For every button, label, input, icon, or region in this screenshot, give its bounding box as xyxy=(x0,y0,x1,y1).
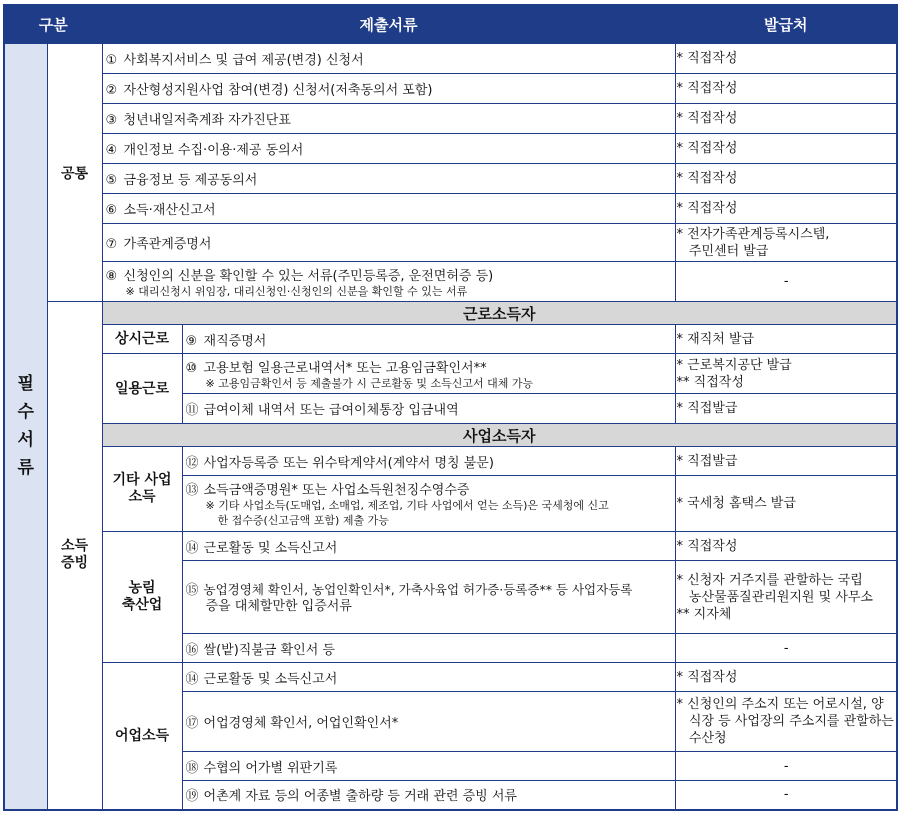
doc-cell: ⑮ 농업경영체 확인서, 농업인확인서*, 가축사육업 허가증·등록증** 등 사업자등록 증을 대체할만한 입증서류 xyxy=(182,561,675,634)
header-issuer: 발급처 xyxy=(675,5,897,44)
table-row xyxy=(4,224,897,262)
fishing-label: 어업소득 xyxy=(102,663,182,810)
doc-cell: ④ 개인정보 수집·이용·제공 동의서 xyxy=(102,134,675,164)
issuer-cell: * 전자가족관계등록시스템, 주민센터 발급 xyxy=(675,224,897,262)
issuer-cell: * 재직처 발급 xyxy=(675,325,897,354)
issuer-cell: * 직접작성 xyxy=(675,194,897,224)
table-row xyxy=(4,532,897,561)
issuer-cell: - xyxy=(675,752,897,781)
issuer-cell: - xyxy=(675,634,897,663)
doc-cell: ⑨ 재직증명서 xyxy=(182,325,675,354)
issuer-cell: * 직접발급 xyxy=(675,447,897,476)
issuer-cell: * 국세청 홈택스 발급 xyxy=(675,476,897,532)
doc-cell: ⑱ 수협의 어가별 위판기록 xyxy=(182,752,675,781)
regular-work-label: 상시근로 xyxy=(102,325,182,354)
table-header-row xyxy=(4,5,897,44)
issuer-cell: * 직접작성 xyxy=(675,164,897,194)
table-row xyxy=(4,663,897,692)
table-row xyxy=(4,164,897,194)
issuer-cell: * 신청인의 주소지 또는 어로시설, 양 식장 등 사업장의 주소지를 관할하는 수산청 xyxy=(675,692,897,752)
doc-cell: ⑭ 근로활동 및 소득신고서 xyxy=(182,663,675,692)
issuer-cell: * 직접작성 xyxy=(675,104,897,134)
table-row xyxy=(4,104,897,134)
doc-cell: ⑩ 고용보험 일용근로내역서* 또는 고용임금확인서** ※ 고용임금확인서 등 제출불가 시 근로활동 및 소득신고서 대체 가능 xyxy=(182,354,675,394)
doc-cell: ⑪ 급여이체 내역서 또는 급여이체통장 입금내역 xyxy=(182,394,675,424)
doc-cell: ① 사회복지서비스 및 급여 제공(변경) 신청서 xyxy=(102,44,675,74)
header-category: 구분 xyxy=(4,5,102,44)
issuer-cell: - xyxy=(675,262,897,302)
doc-cell: ⑭ 근로활동 및 소득신고서 xyxy=(182,532,675,561)
doc-cell: ⑬ 소득금액증명원* 또는 사업소득원천징수영수증 ※ 기타 사업소득(도매업, 소매업, 제조업, 기타 사업에서 얻는 소득)은 국세청에 신고 한 접수증(신고금액 포함) 제출 가능 xyxy=(182,476,675,532)
table-row xyxy=(4,325,897,354)
income-proof-label: 소득 증빙 xyxy=(47,302,102,810)
header-documents: 제출서류 xyxy=(102,5,675,44)
table-row xyxy=(4,44,897,74)
doc-cell: ⑥ 소득·재산신고서 xyxy=(102,194,675,224)
issuer-cell: * 신청자 거주지를 관할하는 국립 농산물품질관리원지원 및 사무소 ** 지자체 xyxy=(675,561,897,634)
issuer-cell: * 직접작성 xyxy=(675,663,897,692)
doc-cell: ⑰ 어업경영체 확인서, 어업인확인서* xyxy=(182,692,675,752)
business-income-band: 사업소득자 xyxy=(102,424,897,447)
doc-cell: ⑧ 신청인의 신분을 확인할 수 있는 서류(주민등록증, 운전면허증 등) ※ 대리신청시 위임장, 대리신청인·신청인의 신분을 확인할 수 있는 서류 xyxy=(102,262,675,302)
table-row xyxy=(4,354,897,394)
issuer-cell: * 직접작성 xyxy=(675,134,897,164)
required-documents-table xyxy=(3,4,898,811)
table-row xyxy=(4,262,897,302)
doc-cell: ⑤ 금융정보 등 제공동의서 xyxy=(102,164,675,194)
table-row xyxy=(4,194,897,224)
daily-work-label: 일용근로 xyxy=(102,354,182,424)
issuer-cell: * 직접작성 xyxy=(675,532,897,561)
common-label: 공통 xyxy=(47,44,102,302)
doc-cell: ⑲ 어촌계 자료 등의 어종별 출하량 등 거래 관련 증빙 서류 xyxy=(182,781,675,810)
issuer-cell: * 근로복지공단 발급 ** 직접작성 xyxy=(675,354,897,394)
table-row xyxy=(4,447,897,476)
issuer-cell: * 직접발급 xyxy=(675,394,897,424)
issuer-cell: - xyxy=(675,781,897,810)
doc-cell: ③ 청년내일저축계좌 자가진단표 xyxy=(102,104,675,134)
other-business-label: 기타 사업 소득 xyxy=(102,447,182,532)
table-row xyxy=(4,302,897,325)
doc-cell: ② 자산형성지원사업 참여(변경) 신청서(저축동의서 포함) xyxy=(102,74,675,104)
table-row xyxy=(4,134,897,164)
required-docs-label: 필 수 서 류 xyxy=(4,44,47,810)
doc-cell: ⑫ 사업자등록증 또는 위수탁계약서(계약서 명칭 불문) xyxy=(182,447,675,476)
farming-label: 농림 축산업 xyxy=(102,532,182,663)
earned-income-band: 근로소득자 xyxy=(102,302,897,325)
doc-cell: ⑦ 가족관계증명서 xyxy=(102,224,675,262)
doc-cell: ⑯ 쌀(밭)직불금 확인서 등 xyxy=(182,634,675,663)
issuer-cell: * 직접작성 xyxy=(675,44,897,74)
issuer-cell: * 직접작성 xyxy=(675,74,897,104)
table-row xyxy=(4,74,897,104)
table-row xyxy=(4,424,897,447)
